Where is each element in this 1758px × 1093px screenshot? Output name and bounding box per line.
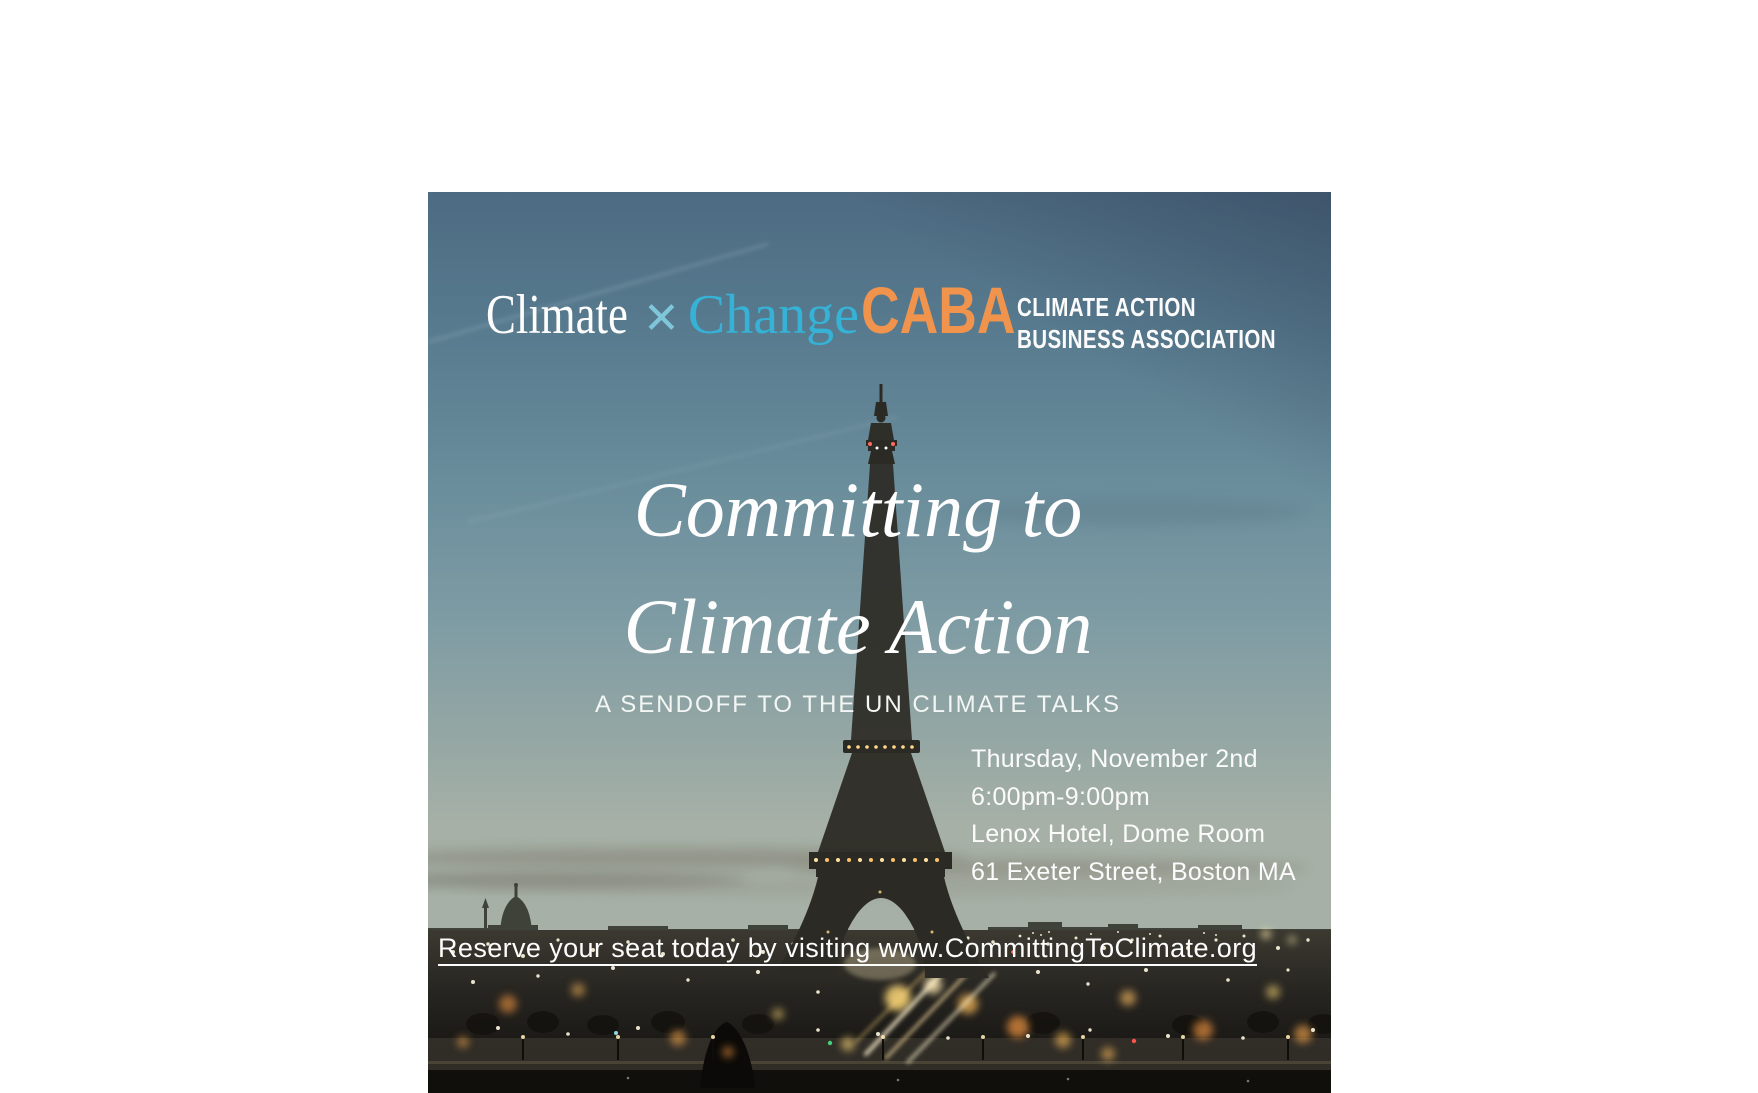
event-flyer (428, 192, 1331, 1093)
caba-logo: CABA (860, 273, 1016, 347)
climate-xchange-logo-change: Change (687, 284, 859, 346)
logo-row (428, 272, 1331, 372)
x-mark-icon: ✕ (643, 293, 680, 344)
event-title-line2: Climate Action (623, 583, 1093, 670)
climate-xchange-logo-climate: Climate (486, 284, 628, 346)
event-details (971, 741, 1296, 891)
event-title-line1: Committing to (633, 466, 1083, 553)
event-address: 61 Exeter Street, Boston MA (971, 857, 1296, 886)
event-subtitle: A SENDOFF TO THE UN CLIMATE TALKS (594, 691, 1122, 718)
caba-logo-line2: BUSINESS ASSOCIATION (1016, 324, 1276, 354)
event-date: Thursday, November 2nd (971, 745, 1258, 773)
reservation-link[interactable]: Reserve your seat today by visiting www.CommittingToClimate.org (438, 933, 1257, 963)
caba-logo-line1: CLIMATE ACTION (1016, 292, 1196, 322)
caba-logo-text (1016, 291, 1276, 355)
event-venue: Lenox Hotel, Dome Room (971, 820, 1266, 848)
event-title (428, 451, 1288, 685)
event-time: 6:00pm-9:00pm (971, 782, 1150, 811)
